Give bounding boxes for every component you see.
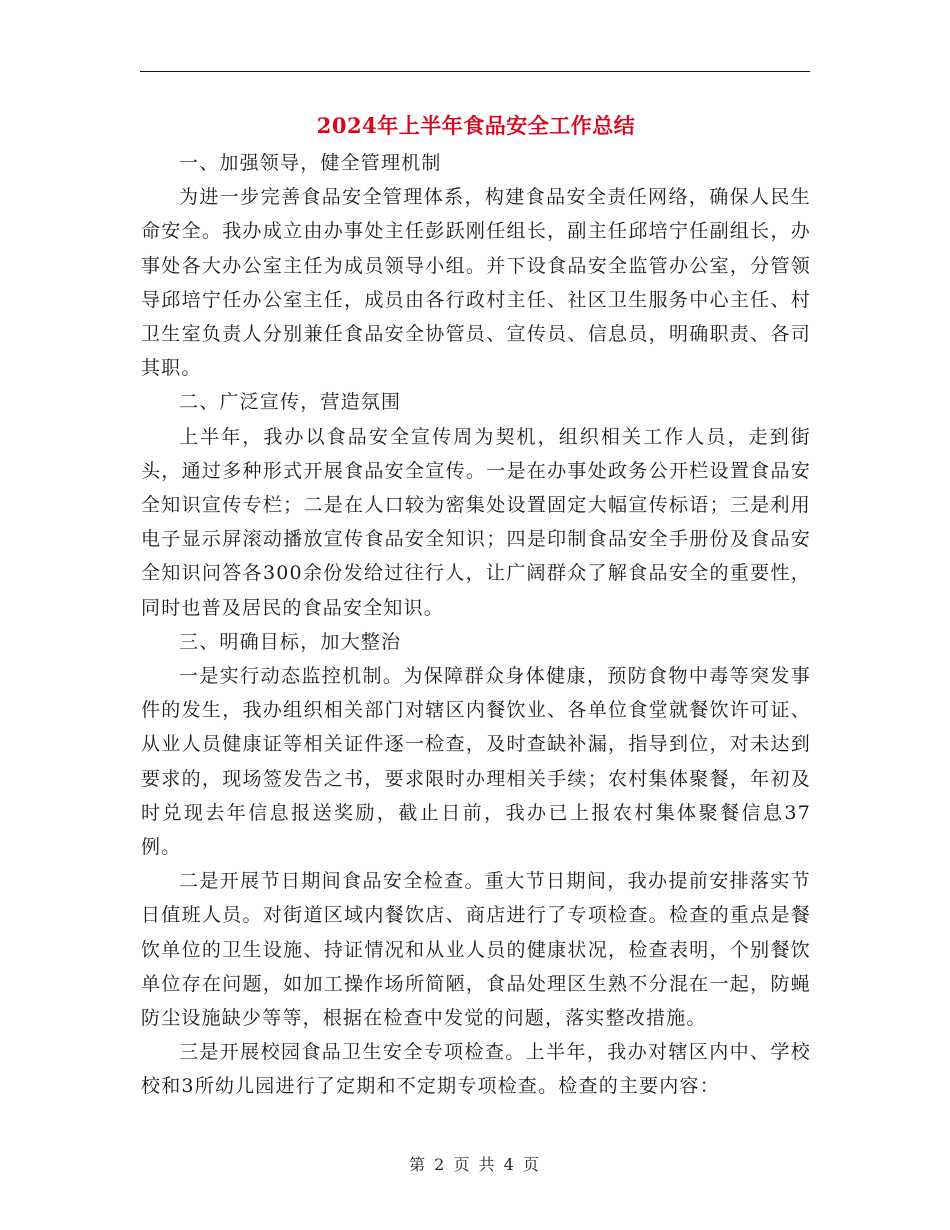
document-body: [141, 106, 811, 1104]
section-heading-1: 一、加强领导，健全管理机制: [179, 152, 442, 174]
page-number-footer: 第 2 页 共 4 页: [409, 1155, 541, 1174]
paragraph-2: 上半年，我办以食品安全宣传周为契机，组织相关工作人员，走到街头，通过多种形式开展食品安全宣传。一是在办事处政务公开栏设置食品安全知识宣传专栏；二是在人口较为密集处设置固定大幅宣传标语；三是利用电子显示屏滚动播放宣传食品安全知识；四是印制食品安全手册份及食品安全知识问答各300余份发给过往行人，让广阔群众了解食品安全的重要性，同时也普及居民的食品安全知识。: [141, 425, 811, 619]
header-rule: [140, 71, 810, 72]
document-title: 2024年上半年食品安全工作总结: [316, 113, 636, 138]
paragraph-1: 为进一步完善食品安全管理体系，构建食品安全责任网络，确保人民生命安全。我办成立由办事处主任彭跃刚任组长，副主任邱培宁任副组长，办事处各大办公室主任为成员领导小组。并下设食品安全监管办公室，分管领导邱培宁任办公室主任，成员由各行政村主任、社区卫生服务中心主任、村卫生室负责人分别兼任食品安全协管员、宣传员、信息员，明确职责、各司其职。: [141, 186, 811, 380]
paragraph-4: 二是开展节日期间食品安全检查。重大节日期间，我办提前安排落实节日值班人员。对街道区域内餐饮店、商店进行了专项检查。检查的重点是餐饮单位的卫生设施、持证情况和从业人员的健康状况，检查表明，个别餐饮单位存在问题，如加工操作场所简陋，食品处理区生熟不分混在一起，防蝇防尘设施缺少等等，根据在检查中发觉的问题，落实整改措施。: [141, 870, 811, 1030]
section-heading-3: 三、明确目标，加大整治: [179, 630, 402, 653]
paragraph-5: 三是开展校园食品卫生安全专项检查。上半年，我办对辖区内中、学校校和3所幼儿园进行了定期和不定期专项检查。检查的主要内容：: [141, 1041, 811, 1098]
paragraph-3: 一是实行动态监控机制。为保障群众身体健康，预防食物中毒等突发事件的发生，我办组织相关部门对辖区内餐饮业、各单位食堂就餐饮许可证、从业人员健康证等相关证件逐一检查，及时查缺补漏，指导到位，对未达到要求的，现场签发告之书，要求限时办理相关手续；农村集体聚餐，年初及时兑现去年信息报送奖励，截止日前，我办已上报农村集体聚餐信息37例。: [141, 665, 811, 859]
section-heading-2: 二、广泛宣传，营造氛围: [179, 391, 402, 414]
